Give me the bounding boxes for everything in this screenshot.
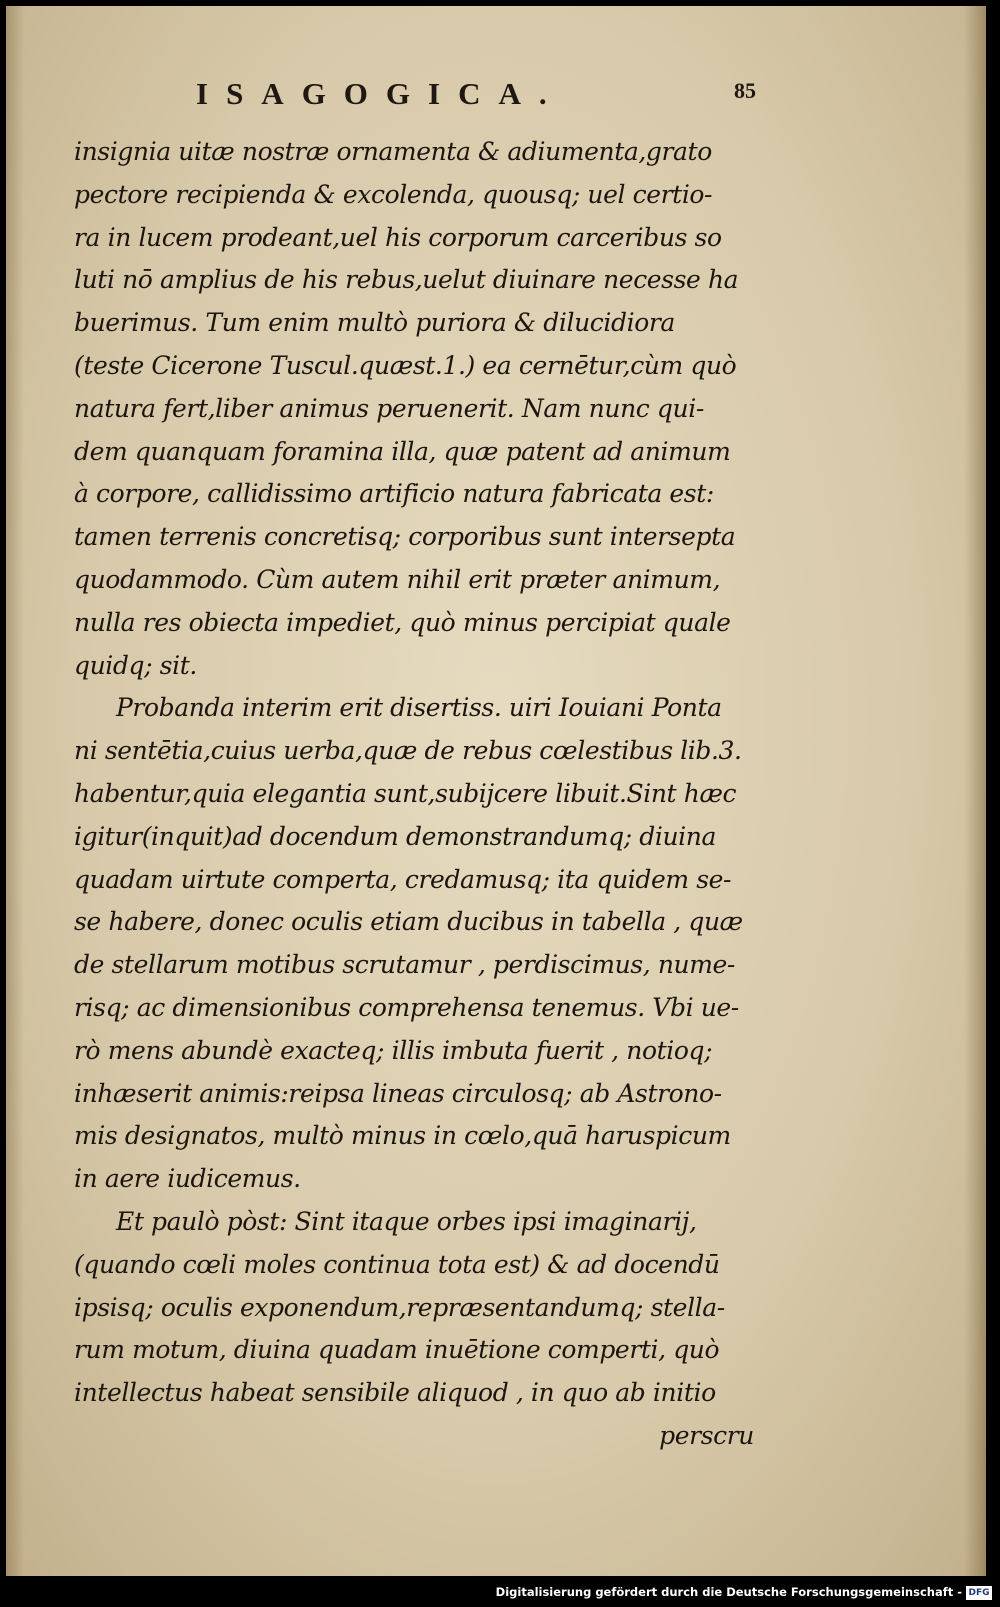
running-title: ISAGOGICA. xyxy=(196,76,565,111)
page-header xyxy=(196,76,756,116)
text-line: rò mens abundè exacteq; illis imbuta fuerit , notioq; xyxy=(74,1035,713,1065)
text-line: nulla res obiecta impediet, quò minus percipiat quale xyxy=(74,607,731,637)
text-line: insignia uitæ nostræ ornamenta & adiumenta,grato xyxy=(74,137,712,166)
dfg-logo: DFG xyxy=(966,1586,992,1600)
text-line: inhæserit animis:reipsa lineas circulosq; ab Astrono- xyxy=(74,1078,722,1108)
body-text xyxy=(74,131,764,1458)
text-line: (teste Cicerone Tuscul.quæst.1.) ea cernētur,cùm quò xyxy=(74,350,737,380)
text-line: pectore recipienda & excolenda, quousq; uel certio- xyxy=(74,179,713,209)
page-gutter-shadow xyxy=(6,6,24,1576)
book-page xyxy=(6,6,986,1576)
text-line: ni sentētia,cuius uerba,quæ de rebus cœlestibus lib.3. xyxy=(74,736,742,766)
digitization-footer xyxy=(0,1576,1000,1607)
text-line: (quando cœli moles continua tota est) & ad docendū xyxy=(74,1249,720,1279)
text-line: de stellarum motibus scrutamur , perdiscimus, nume- xyxy=(74,950,735,980)
text-line: à corpore, callidissimo artificio natura fabricata est: xyxy=(74,479,714,509)
catchword: perscru xyxy=(659,1420,754,1450)
text-line: Et paulò pòst: Sint itaque orbes ipsi imaginarij, xyxy=(116,1206,697,1236)
text-line: natura fert,liber animus peruenerit. Nam nunc qui- xyxy=(74,393,704,423)
page-number: 85 xyxy=(734,78,756,103)
text-line: Probanda interim erit disertiss. uiri Iouiani Ponta xyxy=(116,693,722,723)
text-line: se habere, donec oculis etiam ducibus in tabella , quæ xyxy=(74,907,743,937)
text-line: tamen terrenis concretisq; corporibus sunt intersepta xyxy=(74,522,736,552)
text-line: ipsisq; oculis exponendum,repræsentandumq; stella- xyxy=(74,1292,725,1322)
text-line: ra in lucem prodeant,uel his corporum carceribus so xyxy=(74,222,722,252)
text-line: rum motum, diuina quadam inuētione comperti, quò xyxy=(74,1335,720,1365)
text-line: in aere iudicemus. xyxy=(74,1164,301,1194)
text-line: quodammodo. Cùm autem nihil erit præter animum, xyxy=(74,564,721,594)
page-edge-shadow xyxy=(964,6,986,1576)
text-line: luti nō amplius de his rebus,uelut diuinare necesse ha xyxy=(74,265,739,295)
text-line: dem quanquam foramina illa, quæ patent ad animum xyxy=(74,436,731,466)
text-line: habentur,quia elegantia sunt,subijcere libuit.Sint hæc xyxy=(74,778,737,808)
text-line: igitur(inquit)ad docendum demonstrandumq; diuina xyxy=(74,821,716,851)
text-line: intellectus habeat sensibile aliquod , in quo ab initio xyxy=(74,1378,716,1408)
text-line: buerimus. Tum enim multò puriora & dilucidiora xyxy=(74,308,675,338)
text-line: quadam uirtute comperta, credamusq; ita quidem se- xyxy=(74,864,732,894)
text-line: risq; ac dimensionibus comprehensa tenemus. Vbi ue- xyxy=(74,992,739,1022)
funding-credit: Digitalisierung gefördert durch die Deutsche Forschungsgemeinschaft - xyxy=(495,1585,962,1599)
text-line: quidq; sit. xyxy=(74,650,197,680)
text-line: mis designatos, multò minus in cœlo,quā haruspicum xyxy=(74,1121,731,1151)
